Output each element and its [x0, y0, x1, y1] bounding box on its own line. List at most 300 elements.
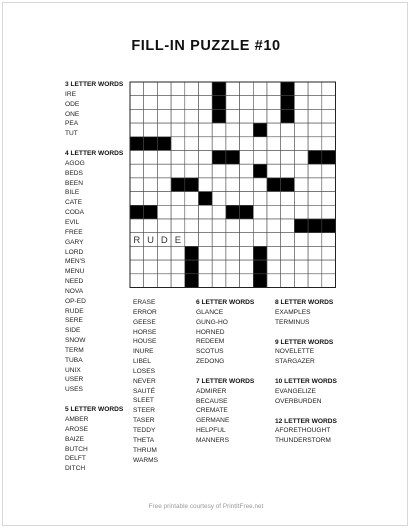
word-list-item: OVERBURDEN: [275, 397, 322, 405]
word-list-item: WARMS: [133, 456, 159, 464]
grid-cell[interactable]: [212, 233, 226, 247]
grid-cell[interactable]: [185, 164, 199, 178]
grid-cell[interactable]: [267, 164, 281, 178]
grid-cell[interactable]: [294, 151, 308, 165]
grid-cell[interactable]: [308, 123, 322, 137]
word-list-item: ERROR: [133, 308, 157, 316]
grid-cell[interactable]: [130, 178, 144, 192]
grid-block: [226, 205, 240, 219]
grid-cell[interactable]: [144, 151, 158, 165]
grid-cell[interactable]: [144, 123, 158, 137]
grid-cell[interactable]: [322, 192, 336, 206]
grid-letter: E: [174, 234, 182, 246]
word-list-item: HELPFUL: [196, 427, 226, 435]
grid-cell[interactable]: [199, 178, 213, 192]
grid-block: [185, 246, 199, 260]
grid-cell[interactable]: [294, 164, 308, 178]
grid-block: [130, 137, 144, 151]
grid-block: [294, 219, 308, 233]
word-list-item: SAUTÉ: [133, 387, 155, 395]
grid-cell[interactable]: [267, 246, 281, 260]
word-list-item: STEER: [133, 407, 155, 415]
word-list-item: TUT: [65, 130, 78, 138]
grid-cell[interactable]: [294, 109, 308, 123]
word-list-column-1: [65, 80, 123, 474]
grid-cell[interactable]: [322, 96, 336, 110]
word-list-item: ERASE: [133, 299, 156, 306]
word-list-item: HORNED: [196, 328, 225, 336]
word-list-item: BAIZE: [65, 435, 85, 443]
grid-cell[interactable]: [267, 233, 281, 247]
grid-cell[interactable]: [171, 274, 185, 288]
grid-cell[interactable]: [267, 260, 281, 274]
grid-cell[interactable]: [240, 178, 254, 192]
word-group-header: 10 LETTER WORDS: [275, 378, 337, 386]
word-list-item: GERMANE: [196, 417, 230, 425]
grid-cell[interactable]: [281, 151, 295, 165]
grid-cell[interactable]: [322, 246, 336, 260]
grid-cell[interactable]: [199, 233, 213, 247]
grid-block: [267, 178, 281, 192]
group-spacer: [275, 367, 337, 377]
grid-cell[interactable]: [171, 151, 185, 165]
grid-cell[interactable]: [157, 205, 171, 219]
grid-block: [212, 96, 226, 110]
word-list-item: THRUM: [133, 446, 157, 454]
grid-cell[interactable]: [253, 233, 267, 247]
grid-cell[interactable]: [130, 164, 144, 178]
grid-block: [144, 137, 158, 151]
word-group-header: 6 LETTER WORDS: [196, 299, 255, 306]
grid-cell[interactable]: [144, 82, 158, 96]
word-list-item: TERMINUS: [275, 318, 310, 326]
grid-cell[interactable]: [157, 123, 171, 137]
grid-block: [185, 178, 199, 192]
grid-cell[interactable]: [130, 96, 144, 110]
grid-cell[interactable]: [130, 192, 144, 206]
grid-cell[interactable]: [240, 233, 254, 247]
word-list-item: MENU: [65, 268, 85, 276]
word-list-item: ZEDONG: [196, 358, 225, 366]
word-list-item: EVIL: [65, 218, 80, 226]
word-list-item: TUBA: [65, 356, 83, 364]
grid-cell[interactable]: [267, 205, 281, 219]
word-list-item: BILE: [65, 189, 80, 197]
footer-credit: Free printable courtesy of PrintItFree.net: [148, 503, 264, 510]
grid-cell[interactable]: [281, 137, 295, 151]
grid-cell[interactable]: [130, 123, 144, 137]
grid-cell[interactable]: [267, 192, 281, 206]
grid-cell[interactable]: [171, 219, 185, 233]
grid-cell[interactable]: [144, 246, 158, 260]
grid-block: [240, 205, 254, 219]
word-list-item: FREE: [65, 228, 83, 236]
grid-cell[interactable]: [253, 82, 267, 96]
word-list-item: UNIX: [65, 366, 81, 374]
grid-cell[interactable]: [240, 260, 254, 274]
grid-cell[interactable]: [157, 82, 171, 96]
grid-cell[interactable]: [185, 123, 199, 137]
grid-letter: U: [147, 234, 154, 246]
grid-cell[interactable]: [308, 233, 322, 247]
grid-cell[interactable]: [199, 164, 213, 178]
word-list-item: BUTCH: [65, 445, 88, 453]
grid-cell[interactable]: [253, 96, 267, 110]
grid-cell[interactable]: [267, 219, 281, 233]
grid-cell[interactable]: [185, 233, 199, 247]
grid-cell[interactable]: [130, 274, 144, 288]
word-list-item: PEA: [65, 120, 79, 128]
grid-cell[interactable]: [294, 82, 308, 96]
grid-letter: D: [160, 234, 168, 246]
grid-cell[interactable]: [212, 123, 226, 137]
group-spacer: [196, 367, 254, 377]
grid-cell[interactable]: [157, 274, 171, 288]
grid-cell[interactable]: [171, 109, 185, 123]
grid-block: [281, 109, 295, 123]
grid-cell[interactable]: [253, 205, 267, 219]
grid-cell[interactable]: [294, 274, 308, 288]
grid-cell[interactable]: [144, 219, 158, 233]
grid-cell[interactable]: [267, 137, 281, 151]
grid-block: [144, 205, 158, 219]
grid-cell[interactable]: [226, 164, 240, 178]
grid-cell[interactable]: [199, 123, 213, 137]
word-group-header: 7 LETTER WORDS: [196, 377, 255, 385]
grid-cell[interactable]: [157, 151, 171, 165]
grid-cell[interactable]: [308, 137, 322, 151]
grid-cell[interactable]: [144, 192, 158, 206]
grid-block: [226, 151, 240, 165]
grid-cell[interactable]: [240, 151, 254, 165]
word-list-item: GLANCE: [196, 308, 224, 316]
grid-cell[interactable]: [185, 151, 199, 165]
grid-cell[interactable]: [322, 178, 336, 192]
grid-cell[interactable]: [267, 151, 281, 165]
grid-cell[interactable]: [240, 96, 254, 110]
grid-cell[interactable]: [294, 137, 308, 151]
word-list-item: LIBEL: [133, 358, 151, 366]
grid-cell[interactable]: [199, 246, 213, 260]
word-group-header: 4 LETTER WORDS: [65, 150, 124, 158]
grid-cell[interactable]: [171, 246, 185, 260]
grid-cell[interactable]: [240, 123, 254, 137]
grid-block: [281, 82, 295, 96]
grid-cell[interactable]: [157, 164, 171, 178]
grid-cell[interactable]: [212, 246, 226, 260]
grid-cell[interactable]: [294, 123, 308, 137]
word-list-item: SIDE: [65, 327, 81, 335]
word-list-item: GEESE: [133, 318, 156, 326]
grid-cell[interactable]: [157, 246, 171, 260]
grid-cell[interactable]: [281, 192, 295, 206]
grid-cell[interactable]: [157, 109, 171, 123]
grid-block: [253, 274, 267, 288]
word-list-item: MEN'S: [65, 258, 86, 266]
grid-cell[interactable]: [281, 260, 295, 274]
grid-cell[interactable]: [144, 178, 158, 192]
grid-cell[interactable]: [171, 82, 185, 96]
word-list-item: USES: [65, 386, 83, 394]
grid-cell[interactable]: [281, 274, 295, 288]
grid-cell[interactable]: [322, 205, 336, 219]
grid-cell[interactable]: [199, 109, 213, 123]
grid-cell[interactable]: [212, 260, 226, 274]
grid-block: [171, 178, 185, 192]
grid-letter: R: [133, 234, 141, 246]
grid-cell[interactable]: [294, 192, 308, 206]
grid-cell[interactable]: [322, 164, 336, 178]
grid-cell[interactable]: [199, 205, 213, 219]
grid-cell[interactable]: [281, 123, 295, 137]
grid-cell[interactable]: [267, 123, 281, 137]
grid-cell[interactable]: [171, 205, 185, 219]
grid-cell[interactable]: [240, 192, 254, 206]
grid-block: [253, 123, 267, 137]
word-list-item: MANNERS: [196, 436, 229, 444]
grid-cell[interactable]: [308, 205, 322, 219]
grid-block: [308, 151, 322, 165]
word-list-item: USER: [65, 376, 84, 384]
grid-cell[interactable]: [199, 82, 213, 96]
grid-cell[interactable]: [171, 260, 185, 274]
word-list-column-4: [275, 298, 337, 446]
word-list-item: NEVER: [133, 377, 156, 385]
word-group-header: 12 LETTER WORDS: [275, 417, 337, 425]
word-list-column-2: [133, 298, 158, 465]
grid-cell[interactable]: [322, 233, 336, 247]
grid-cell[interactable]: [322, 82, 336, 96]
grid-cell[interactable]: [240, 137, 254, 151]
grid-block: [281, 96, 295, 110]
grid-cell[interactable]: [281, 205, 295, 219]
grid-cell[interactable]: [308, 164, 322, 178]
grid-cell[interactable]: [322, 260, 336, 274]
grid-cell[interactable]: [144, 164, 158, 178]
grid-cell[interactable]: [130, 246, 144, 260]
grid-cell[interactable]: [171, 123, 185, 137]
grid-cell[interactable]: [267, 96, 281, 110]
grid-cell[interactable]: [199, 274, 213, 288]
grid-cell[interactable]: [171, 164, 185, 178]
grid-cell[interactable]: [308, 192, 322, 206]
grid-cell[interactable]: [199, 219, 213, 233]
grid-cell[interactable]: [144, 109, 158, 123]
grid-cell[interactable]: [226, 178, 240, 192]
grid-cell[interactable]: [185, 192, 199, 206]
grid-cell[interactable]: [281, 219, 295, 233]
grid-cell[interactable]: [144, 96, 158, 110]
grid-cell[interactable]: [253, 109, 267, 123]
grid-cell[interactable]: [308, 260, 322, 274]
grid-cell[interactable]: [212, 274, 226, 288]
word-list-item: CODA: [65, 209, 85, 217]
word-list-item: THETA: [133, 436, 155, 444]
word-list-item: ONE: [65, 110, 80, 118]
word-list-item: GARY: [65, 238, 84, 246]
grid-cell[interactable]: [130, 109, 144, 123]
word-list-item: SNOW: [65, 337, 86, 345]
grid-block: [281, 178, 295, 192]
grid-cell[interactable]: [267, 274, 281, 288]
grid-cell[interactable]: [226, 246, 240, 260]
grid-cell[interactable]: [253, 178, 267, 192]
grid-cell[interactable]: [294, 260, 308, 274]
grid-block: [308, 219, 322, 233]
grid-cell[interactable]: [253, 219, 267, 233]
word-list-item: STARGAZER: [275, 358, 315, 366]
grid-cell[interactable]: [130, 151, 144, 165]
word-list-item: NEED: [65, 278, 84, 286]
grid-cell[interactable]: [199, 260, 213, 274]
grid-block: [157, 137, 171, 151]
word-list-item: HOUSE: [133, 338, 157, 346]
grid-cell[interactable]: [294, 205, 308, 219]
grid-cell[interactable]: [240, 219, 254, 233]
grid-cell[interactable]: [226, 123, 240, 137]
grid-cell[interactable]: [171, 192, 185, 206]
grid-cell[interactable]: [157, 192, 171, 206]
grid-cell[interactable]: [281, 246, 295, 260]
grid-cell[interactable]: [294, 96, 308, 110]
word-list-item: CATE: [65, 199, 83, 207]
grid-cell[interactable]: [308, 82, 322, 96]
grid-cell[interactable]: [267, 109, 281, 123]
grid-cell[interactable]: [171, 96, 185, 110]
word-list-item: SCOTUS: [196, 348, 224, 356]
grid-cell[interactable]: [322, 109, 336, 123]
grid-cell[interactable]: [157, 219, 171, 233]
word-list-item: BECAUSE: [196, 397, 228, 405]
grid-cell[interactable]: [144, 260, 158, 274]
grid-cell[interactable]: [308, 274, 322, 288]
grid-cell[interactable]: [157, 260, 171, 274]
word-group-header: 5 LETTER WORDS: [65, 406, 124, 414]
grid-cell[interactable]: [226, 233, 240, 247]
grid-cell[interactable]: [226, 109, 240, 123]
grid-block: [212, 109, 226, 123]
grid-cell[interactable]: [240, 164, 254, 178]
grid-block: [253, 260, 267, 274]
grid-cell[interactable]: [185, 96, 199, 110]
grid-block: [199, 192, 213, 206]
grid-cell[interactable]: [322, 137, 336, 151]
grid-cell[interactable]: [281, 233, 295, 247]
grid-cell[interactable]: [308, 246, 322, 260]
grid-cell[interactable]: [226, 137, 240, 151]
grid-cell[interactable]: [240, 246, 254, 260]
grid-cell[interactable]: [226, 260, 240, 274]
grid-cell[interactable]: [226, 274, 240, 288]
grid-cell[interactable]: [157, 96, 171, 110]
grid-cell[interactable]: [199, 137, 213, 151]
word-list-item: THUNDERSTORM: [275, 437, 331, 445]
grid-cell[interactable]: [212, 164, 226, 178]
grid-cell[interactable]: [212, 178, 226, 192]
grid-cell[interactable]: [308, 109, 322, 123]
grid-cell[interactable]: [185, 137, 199, 151]
word-list-item: IRE: [65, 90, 76, 98]
group-spacer: [65, 139, 123, 149]
grid-cell[interactable]: [240, 82, 254, 96]
word-list-item: BEDS: [65, 169, 83, 177]
word-list-item: BEEN: [65, 179, 83, 187]
word-list-item: CREMATE: [196, 407, 228, 415]
grid-cell[interactable]: [212, 219, 226, 233]
grid-cell[interactable]: [226, 192, 240, 206]
grid-cell[interactable]: [144, 274, 158, 288]
word-list-item: ODE: [65, 100, 80, 108]
grid-cell[interactable]: [240, 109, 254, 123]
word-list-item: GUNG-HO: [196, 318, 228, 326]
grid-cell[interactable]: [199, 151, 213, 165]
word-list-item: HORSE: [133, 328, 157, 336]
grid-block: [185, 260, 199, 274]
grid-cell[interactable]: [322, 123, 336, 137]
word-list-item: AGOG: [65, 159, 85, 167]
grid-cell[interactable]: [212, 192, 226, 206]
grid-cell[interactable]: [322, 274, 336, 288]
word-list-item: AROSE: [65, 425, 89, 433]
word-list-item: AMBER: [65, 416, 89, 423]
word-list-item: ADMIRER: [196, 387, 227, 395]
word-list-item: EVANGELIZE: [275, 387, 316, 395]
grid-cell[interactable]: [130, 219, 144, 233]
grid-cell[interactable]: [130, 260, 144, 274]
grid-cell[interactable]: [240, 274, 254, 288]
grid-cell[interactable]: [267, 82, 281, 96]
grid-cell[interactable]: [294, 233, 308, 247]
grid-cell[interactable]: [185, 219, 199, 233]
grid-cell[interactable]: [157, 178, 171, 192]
grid-cell[interactable]: [226, 219, 240, 233]
word-list-item: SLEET: [133, 397, 154, 405]
word-list-item: AFORETHOUGHT: [275, 427, 331, 435]
grid-block: [185, 274, 199, 288]
group-spacer: [275, 328, 337, 338]
grid-cell[interactable]: [281, 164, 295, 178]
grid-cell[interactable]: [212, 137, 226, 151]
grid-cell[interactable]: [226, 82, 240, 96]
word-list-item: LORD: [65, 248, 84, 256]
grid-block: [130, 205, 144, 219]
grid-cell[interactable]: [226, 96, 240, 110]
grid-cell[interactable]: [212, 205, 226, 219]
grid-cell[interactable]: [294, 178, 308, 192]
grid-cell[interactable]: [199, 96, 213, 110]
grid-cell[interactable]: [253, 151, 267, 165]
grid-cell[interactable]: [185, 205, 199, 219]
grid-block: [212, 82, 226, 96]
grid-cell[interactable]: [171, 137, 185, 151]
word-group-header: 8 LETTER WORDS: [275, 299, 334, 306]
grid-cell[interactable]: [308, 178, 322, 192]
grid-block: [212, 151, 226, 165]
word-list-item: RUDE: [65, 307, 84, 315]
group-spacer: [275, 407, 337, 417]
grid-cell[interactable]: [308, 96, 322, 110]
grid-cell[interactable]: [253, 137, 267, 151]
word-list-item: TERM: [65, 346, 84, 354]
grid-cell[interactable]: [130, 82, 144, 96]
grid-cell[interactable]: [253, 192, 267, 206]
word-list-item: LOSES: [133, 367, 155, 375]
word-list-item: SERE: [65, 317, 83, 325]
grid-cell[interactable]: [294, 246, 308, 260]
grid-cell[interactable]: [185, 82, 199, 96]
grid-cell[interactable]: [185, 109, 199, 123]
word-list-item: TASER: [133, 417, 155, 425]
